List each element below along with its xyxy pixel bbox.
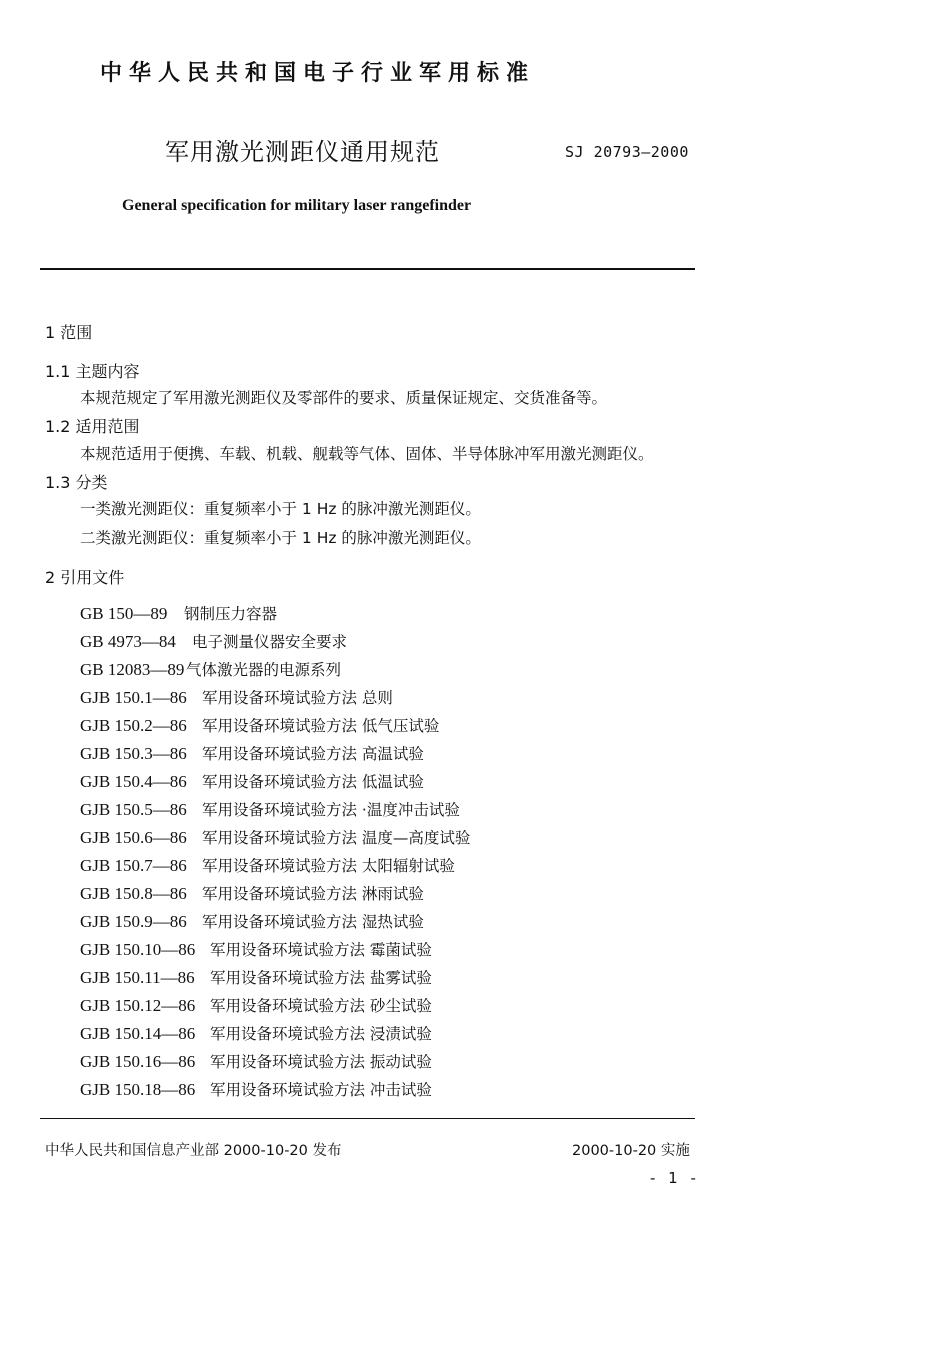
reference-title: 军用设备环境试验方法 太阳辐射试验 xyxy=(202,857,455,875)
header-divider xyxy=(40,268,695,270)
reference-item xyxy=(80,882,424,904)
reference-title: 军用设备环境试验方法 湿热试验 xyxy=(202,913,424,931)
reference-item xyxy=(80,826,470,848)
reference-item xyxy=(80,714,439,736)
section-1-heading: 1 范围 xyxy=(45,323,93,342)
class-1-definition: 一类激光测距仪：重复频率小于 1 Hz 的脉冲激光测距仪。 xyxy=(80,500,481,518)
reference-title: 军用设备环境试验方法 盐雾试验 xyxy=(210,969,432,987)
reference-title: 军用设备环境试验方法 砂尘试验 xyxy=(210,997,432,1015)
reference-item xyxy=(80,854,455,876)
reference-item xyxy=(80,938,432,960)
reference-title: 军用设备环境试验方法 淋雨试验 xyxy=(202,885,424,903)
reference-code: GJB 150.18—86 xyxy=(80,1080,196,1099)
reference-code: GJB 150.2—86 xyxy=(80,716,187,735)
reference-item xyxy=(80,994,432,1016)
section-1-1-heading: 1.1 主题内容 xyxy=(45,362,140,381)
reference-code: GJB 150.10—86 xyxy=(80,940,196,959)
class-2-definition: 二类激光测距仪：重复频率小于 1 Hz 的脉冲激光测距仪。 xyxy=(80,529,481,547)
reference-code: GJB 150.1—86 xyxy=(80,688,187,707)
section-1-3-heading: 1.3 分类 xyxy=(45,473,108,492)
reference-item xyxy=(80,686,393,708)
reference-item xyxy=(80,1050,432,1072)
reference-title: 军用设备环境试验方法 高温试验 xyxy=(202,745,424,763)
reference-title: 军用设备环境试验方法 低气压试验 xyxy=(202,717,440,735)
reference-code: GJB 150.11—86 xyxy=(80,968,195,987)
reference-code: GJB 150.4—86 xyxy=(80,772,187,791)
reference-item xyxy=(80,1022,432,1044)
reference-title: 电子测量仪器安全要求 xyxy=(192,633,348,651)
reference-code: GJB 150.5—86 xyxy=(80,800,187,819)
reference-code: GJB 150.16—86 xyxy=(80,1052,196,1071)
section-1-1-body: 本规范规定了军用激光测距仪及零部件的要求、质量保证规定、交货准备等。 xyxy=(80,389,608,407)
reference-title: 军用设备环境试验方法 浸渍试验 xyxy=(210,1025,432,1043)
reference-item xyxy=(80,966,432,988)
section-1-2-body: 本规范适用于便携、车载、机载、舰载等气体、固体、半导体脉冲军用激光测距仪。 xyxy=(80,445,654,463)
page-number: - 1 - xyxy=(650,1169,700,1187)
reference-code: GB 150—89 xyxy=(80,604,168,623)
reference-code: GJB 150.8—86 xyxy=(80,884,187,903)
reference-title: 气体激光器的电源系列 xyxy=(186,661,342,679)
reference-code: GJB 150.14—86 xyxy=(80,1024,196,1043)
issuing-body-title: 中华人民共和国电子行业军用标准 xyxy=(100,61,536,86)
reference-title: 军用设备环境试验方法 振动试验 xyxy=(210,1053,432,1071)
reference-item xyxy=(80,602,277,624)
reference-title: 军用设备环境试验方法 ·温度冲击试验 xyxy=(202,801,460,819)
section-2-heading: 2 引用文件 xyxy=(45,568,125,587)
reference-code: GB 4973—84 xyxy=(80,632,176,651)
document-title-cn: 军用激光测距仪通用规范 xyxy=(165,138,440,166)
reference-item xyxy=(80,798,460,820)
reference-item xyxy=(80,742,424,764)
document-title-en: General specification for military laser rangefinder xyxy=(122,197,472,214)
reference-item xyxy=(80,910,424,932)
reference-item xyxy=(80,630,347,652)
reference-item xyxy=(80,658,341,680)
reference-code: GJB 150.7—86 xyxy=(80,856,187,875)
reference-code: GJB 150.12—86 xyxy=(80,996,196,1015)
issue-date: 中华人民共和国信息产业部 2000-10-20 发布 xyxy=(45,1143,342,1159)
reference-code: GJB 150.9—86 xyxy=(80,912,187,931)
reference-title: 军用设备环境试验方法 低温试验 xyxy=(202,773,424,791)
reference-item xyxy=(80,770,424,792)
footer-divider xyxy=(40,1118,695,1119)
effective-date: 2000-10-20 实施 xyxy=(572,1143,690,1159)
reference-code: GB 12083—89 xyxy=(80,660,185,679)
reference-code: GJB 150.6—86 xyxy=(80,828,187,847)
reference-title: 钢制压力容器 xyxy=(184,605,278,623)
reference-title: 军用设备环境试验方法 霉菌试验 xyxy=(210,941,432,959)
reference-title: 军用设备环境试验方法 总则 xyxy=(202,689,393,707)
reference-title: 军用设备环境试验方法 冲击试验 xyxy=(210,1081,432,1099)
reference-title: 军用设备环境试验方法 温度—高度试验 xyxy=(202,829,471,847)
standard-number: SJ 20793—2000 xyxy=(565,143,689,161)
reference-code: GJB 150.3—86 xyxy=(80,744,187,763)
reference-item xyxy=(80,1078,432,1100)
section-1-2-heading: 1.2 适用范围 xyxy=(45,417,140,436)
